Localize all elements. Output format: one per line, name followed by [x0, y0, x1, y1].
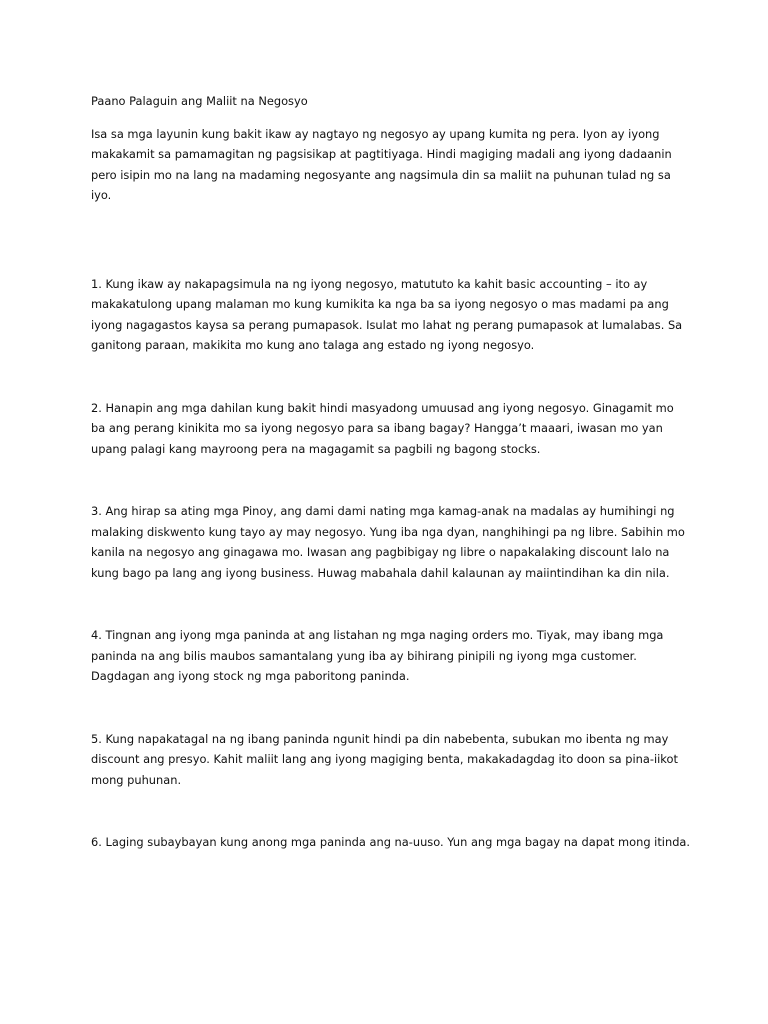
- document-body: [91, 91, 691, 853]
- tip-item-4: 4. Tingnan ang iyong mga paninda at ang listahan ng mga naging orders mo. Tiyak, may ibang mga paninda na ang bilis maubos samantalang yung iba ay bihirang pinipili ng iyong mga customer. Dagdagan ang iyong stock ng mga paboritong paninda.: [91, 628, 664, 683]
- tip-item-3: 3. Ang hirap sa ating mga Pinoy, ang dami dami nating mga kamag-anak na madalas ay humihingi ng malaking diskwento kung tayo ay may negosyo. Yung iba nga dyan, nanghihingi pa ng libre. Sabihin mo kanila na negosyo ang ginagawa mo. Iwasan ang pagbibigay ng libre o napakalaking discount lalo na kung bago pa lang ang iyong business. Huwag mabahala dahil kalaunan ay maiintindihan ka din nila.: [91, 504, 685, 580]
- intro-paragraph: Isa sa mga layunin kung bakit ikaw ay nagtayo ng negosyo ay upang kumita ng pera. Iyon ay iyong makakamit sa pamamagitan ng pagsisikap at pagtitiyaga. Hindi magiging madali ang iyong dadaanin pero isipin mo na lang na madaming negosyante ang nagsimula din sa maliit na puhunan tulad ng sa iyo.: [91, 126, 672, 202]
- tip-item-6: 6. Laging subaybayan kung anong mga paninda ang na-uuso. Yun ang mga bagay na dapat mong itinda.: [91, 835, 691, 849]
- tip-item-2: 2. Hanapin ang mga dahilan kung bakit hindi masyadong umuusad ang iyong negosyo. Ginagamit mo ba ang perang kinikita mo sa iyong negosyo para sa ibang bagay? Hangga’t maaari, iwasan mo yan upang palagi kang mayroong pera na magagamit sa pagbili ng bagong stocks.: [91, 400, 674, 456]
- document-title: Paano Palaguin ang Maliit na Negosyo: [91, 94, 308, 108]
- tip-item-5: 5. Kung napakatagal na ng ibang paninda ngunit hindi pa din nabebenta, subukan mo ibenta ng may discount ang presyo. Kahit maliit lang ang iyong magiging benta, makakadagdag ito doon sa pina-iikot mong puhunan.: [91, 731, 678, 787]
- tip-item-1: 1. Kung ikaw ay nakapagsimula na ng iyong negosyo, matututo ka kahit basic accounting – ito ay makakatulong upang malaman mo kung kumikita ka nga ba sa iyong negosyo o mas madami pa ang iyong nagagastos kaysa sa perang pumapasok. Isulat mo lahat ng perang pumapasok at lumalabas. Sa ganitong paraan, makikita mo kung ano talaga ang estado ng iyong negosyo.: [91, 276, 683, 352]
- tips-list: [91, 274, 691, 853]
